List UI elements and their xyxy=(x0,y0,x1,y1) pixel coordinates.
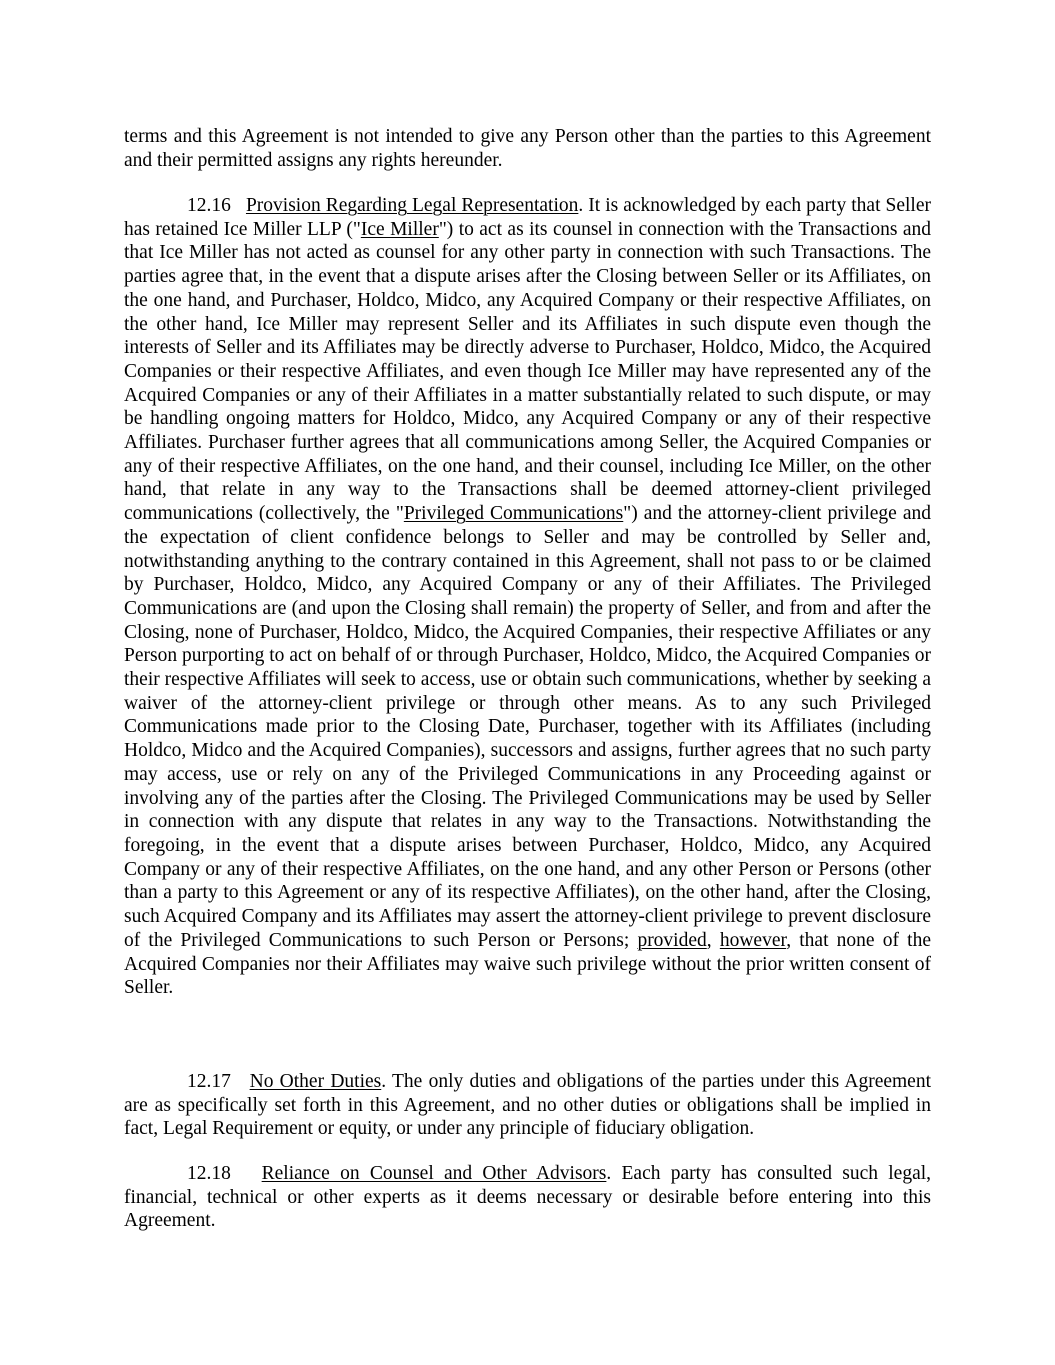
section-body-part: , xyxy=(706,929,720,951)
section-body-part: ") to act as its counsel in connection with the Transactions and that Ice Miller has not acted as counsel for any other party in connection with such Transactions. The parties agree that, in the event that a dispute arises after the Closing between Seller or its Affiliates, on the one hand, and Purchaser, Holdco, Midco, any Acquired Company or their respective Affiliates, on the other hand, Ice Miller may represent Seller and its Affiliates in such dispute even though the interests of Seller and its Affiliates may be directly adverse to Purchaser, Holdco, Midco, the Acquired Companies or their respective Affiliates, and even though Ice Miller may have represented any of the Acquired Companies or any of their Affiliates in a matter substantially related to such dispute, or may be handling ongoing matters for Holdco, Midco, any Acquired Company or any of their respective Affiliates. Purchaser further agrees that all communications among Seller, the Acquired Companies or any of their respective Affiliates, on the one hand, and their counsel, including Ice Miller, on the other hand, that relate in any way to the Transactions shall be deemed attorney-client privileged communications (collectively, the " xyxy=(124,218,931,525)
emphasis-provided: provided xyxy=(637,929,707,951)
section-number: 12.17 xyxy=(187,1071,231,1092)
section-12-16 xyxy=(124,194,931,1000)
defined-term-privileged-communications: Privileged Communications xyxy=(403,503,624,525)
emphasis-however: however xyxy=(719,929,787,951)
section-body: . Each party has consulted such legal, financial, technical or other experts as it deems necessary or desirable before entering into this Agreement. xyxy=(124,1163,932,1232)
section-number: 12.18 xyxy=(187,1163,231,1184)
section-12-18 xyxy=(124,1162,931,1233)
section-heading: Reliance on Counsel and Other Advisors xyxy=(261,1163,607,1184)
defined-term-ice-miller: Ice Miller xyxy=(360,218,439,240)
continuation-text: terms and this Agreement is not intended to give any Person other than the parties to this Agreement and their permitted assigns any rights hereunder. xyxy=(124,126,931,171)
section-12-17 xyxy=(124,1070,931,1141)
section-number: 12.16 xyxy=(187,195,231,216)
continuation-paragraph xyxy=(124,125,931,172)
section-heading: No Other Duties xyxy=(249,1071,382,1092)
section-body-part: ") and the attorney-client privilege and the expectation of client confidence belongs to Seller and may be controlled by Seller and, notwithstanding anything to the contrary contained in this Agreement, shall not pass to or be claimed by Purchaser, Holdco, Midco, any Acquired Company or any of their Affiliates. The Privileged Communications are (and upon the Closing shall remain) the property of Seller, and from and after the Closing, none of Purchaser, Holdco, Midco, the Acquired Companies, their respective Affiliates or any Person purporting to act on behalf of or through Purchaser, Holdco, Midco, the Acquired Companies or their respective Affiliates will seek to access, use or obtain such communications, whether by seeking a waiver of the attorney-client privilege or through other means. As to any such Privileged Communications made prior to the Closing Date, Purchaser, together with its Affiliates (including Holdco, Midco and the Acquired Companies), successors and assigns, further agrees that no such party may access, use or rely on any of the Privileged Communications in any Proceeding against or involving any of the parties after the Closing. The Privileged Communications may be used by Seller in connection with any dispute that relates in any way to the Transactions. Notwithstanding the foregoing, in the event that a dispute arises between Purchaser, Holdco, Midco, any Acquired Company or any of their respective Affiliates, on the one hand, and any other Person or Persons (other than a party to this Agreement or any of its respective Affiliates), on the other hand, after the Closing, such Acquired Company and its Affiliates may assert the attorney-client privilege to prevent disclosure of the Privileged Communications to such Person or Persons; xyxy=(124,503,931,951)
section-heading: Provision Regarding Legal Representation xyxy=(245,195,579,216)
section-body-part: . It is acknowledged by each party that Seller has retained Ice Miller LLP (" xyxy=(124,195,931,240)
section-body: . The only duties and obligations of the parties under this Agreement are as specifically set forth in this Agreement, and no other duties or obligations shall be implied in fact, Legal Requirement or equity, or under any principle of fiduciary obligation. xyxy=(124,1071,931,1140)
section-body-part: , that none of the Acquired Companies nor their Affiliates may waive such privilege without the prior written consent of Seller. xyxy=(124,929,932,999)
